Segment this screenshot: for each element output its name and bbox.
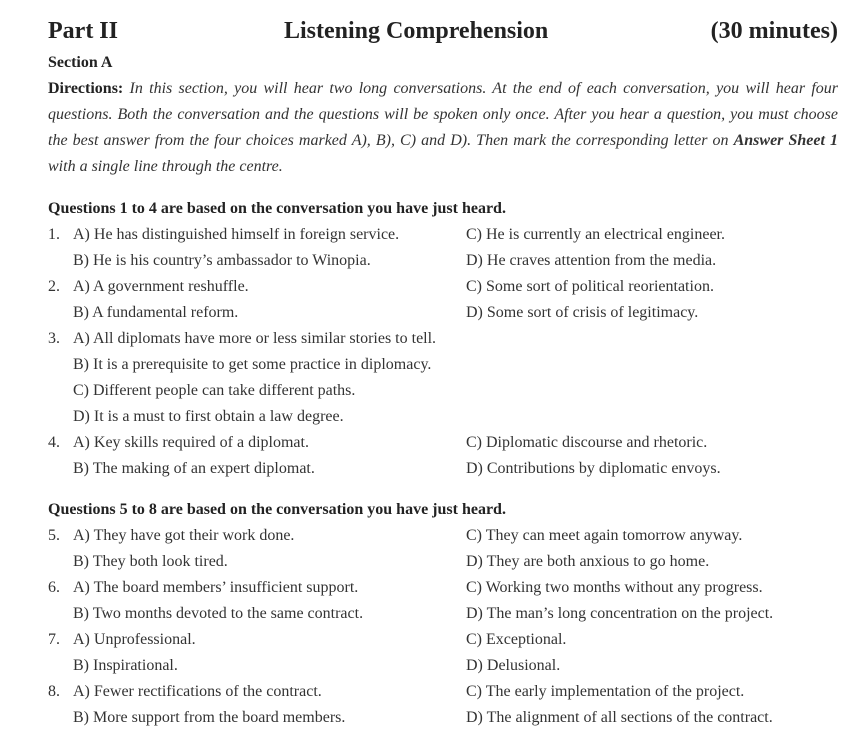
option-c: C) Working two months without any progress. [466, 579, 763, 596]
option-a: A) The board members’ insufficient support. [73, 579, 359, 596]
option-d: D) Delusional. [466, 657, 561, 674]
question-6-row-a [48, 575, 838, 601]
option-c: C) Exceptional. [466, 631, 567, 648]
option-d: D) The man’s long concentration on the project. [466, 605, 774, 622]
option-b: B) Inspirational. [73, 657, 178, 674]
question-number: 4. [48, 434, 60, 451]
answer-sheet-ref: Answer Sheet 1 [733, 132, 838, 149]
option-b: B) He is his country’s ambassador to Winopia. [73, 252, 371, 269]
question-1-row-b [48, 248, 838, 274]
question-8-row-b [48, 705, 838, 731]
option-d: D) It is a must to first obtain a law degree. [73, 408, 344, 425]
option-b: B) The making of an expert diplomat. [73, 460, 315, 477]
option-b: B) It is a prerequisite to get some practice in diplomacy. [73, 356, 432, 373]
option-b: B) They both look tired. [73, 553, 228, 570]
question-number: 1. [48, 226, 60, 243]
page-header [48, 18, 838, 52]
question-3-row-a [48, 326, 838, 352]
page-title: Listening Comprehension [284, 18, 549, 44]
question-number: 5. [48, 527, 60, 544]
option-a: A) All diplomats have more or less similar stories to tell. [73, 330, 437, 347]
question-5-row-a [48, 523, 838, 549]
option-d: D) He craves attention from the media. [466, 252, 717, 269]
group-2-heading: Questions 5 to 8 are based on the conversation you have just heard. [48, 501, 506, 518]
time-limit: (30 minutes) [710, 18, 838, 44]
part-label: Part II [48, 18, 118, 44]
directions-lead: Directions: [48, 80, 124, 97]
option-c: C) He is currently an electrical engineer. [466, 226, 725, 243]
question-2-row-b [48, 300, 838, 326]
question-number: 2. [48, 278, 60, 295]
question-3-row-c [48, 378, 838, 404]
option-a: A) He has distinguished himself in foreign service. [73, 226, 400, 243]
question-7-row-b [48, 653, 838, 679]
option-b: B) More support from the board members. [73, 709, 346, 726]
question-4-row-b [48, 456, 838, 482]
directions-text-1: In this section, you will hear two long conversations. At the end of each conversation, you will hear four questions. Both the conversation and the questions will be spoken only once. After you hear a question, you must choose the best answer from the four choices marked A), B), C) and D). Then mark the corresponding letter on [48, 80, 838, 149]
directions-text-2: with a single line through the centre. [48, 158, 283, 175]
option-c: C) They can meet again tomorrow anyway. [466, 527, 743, 544]
question-5-row-b [48, 549, 838, 575]
question-number: 8. [48, 683, 60, 700]
option-a: A) Key skills required of a diplomat. [73, 434, 309, 451]
option-b: B) A fundamental reform. [73, 304, 239, 321]
section-label: Section A [48, 54, 113, 71]
option-a: A) They have got their work done. [73, 527, 295, 544]
option-c: C) Diplomatic discourse and rhetoric. [466, 434, 708, 451]
option-c: C) Different people can take different paths. [73, 382, 356, 399]
question-2-row-a [48, 274, 838, 300]
question-number: 7. [48, 631, 60, 648]
question-8-row-a [48, 679, 838, 705]
option-b: B) Two months devoted to the same contract. [73, 605, 364, 622]
question-1-row-a [48, 222, 838, 248]
option-d: D) Some sort of crisis of legitimacy. [466, 304, 699, 321]
question-3-row-b [48, 352, 838, 378]
option-a: A) Unprofessional. [73, 631, 196, 648]
directions-paragraph [48, 76, 838, 180]
question-6-row-b [48, 601, 838, 627]
option-d: D) Contributions by diplomatic envoys. [466, 460, 721, 477]
question-7-row-a [48, 627, 838, 653]
question-4-row-a [48, 430, 838, 456]
option-a: A) A government reshuffle. [73, 278, 249, 295]
question-3-row-d [48, 404, 838, 430]
option-d: D) They are both anxious to go home. [466, 553, 710, 570]
option-d: D) The alignment of all sections of the contract. [466, 709, 773, 726]
option-c: C) Some sort of political reorientation. [466, 278, 714, 295]
group-1-heading: Questions 1 to 4 are based on the conversation you have just heard. [48, 200, 506, 217]
option-c: C) The early implementation of the project. [466, 683, 745, 700]
option-a: A) Fewer rectifications of the contract. [73, 683, 322, 700]
question-number: 3. [48, 330, 60, 347]
question-number: 6. [48, 579, 60, 596]
